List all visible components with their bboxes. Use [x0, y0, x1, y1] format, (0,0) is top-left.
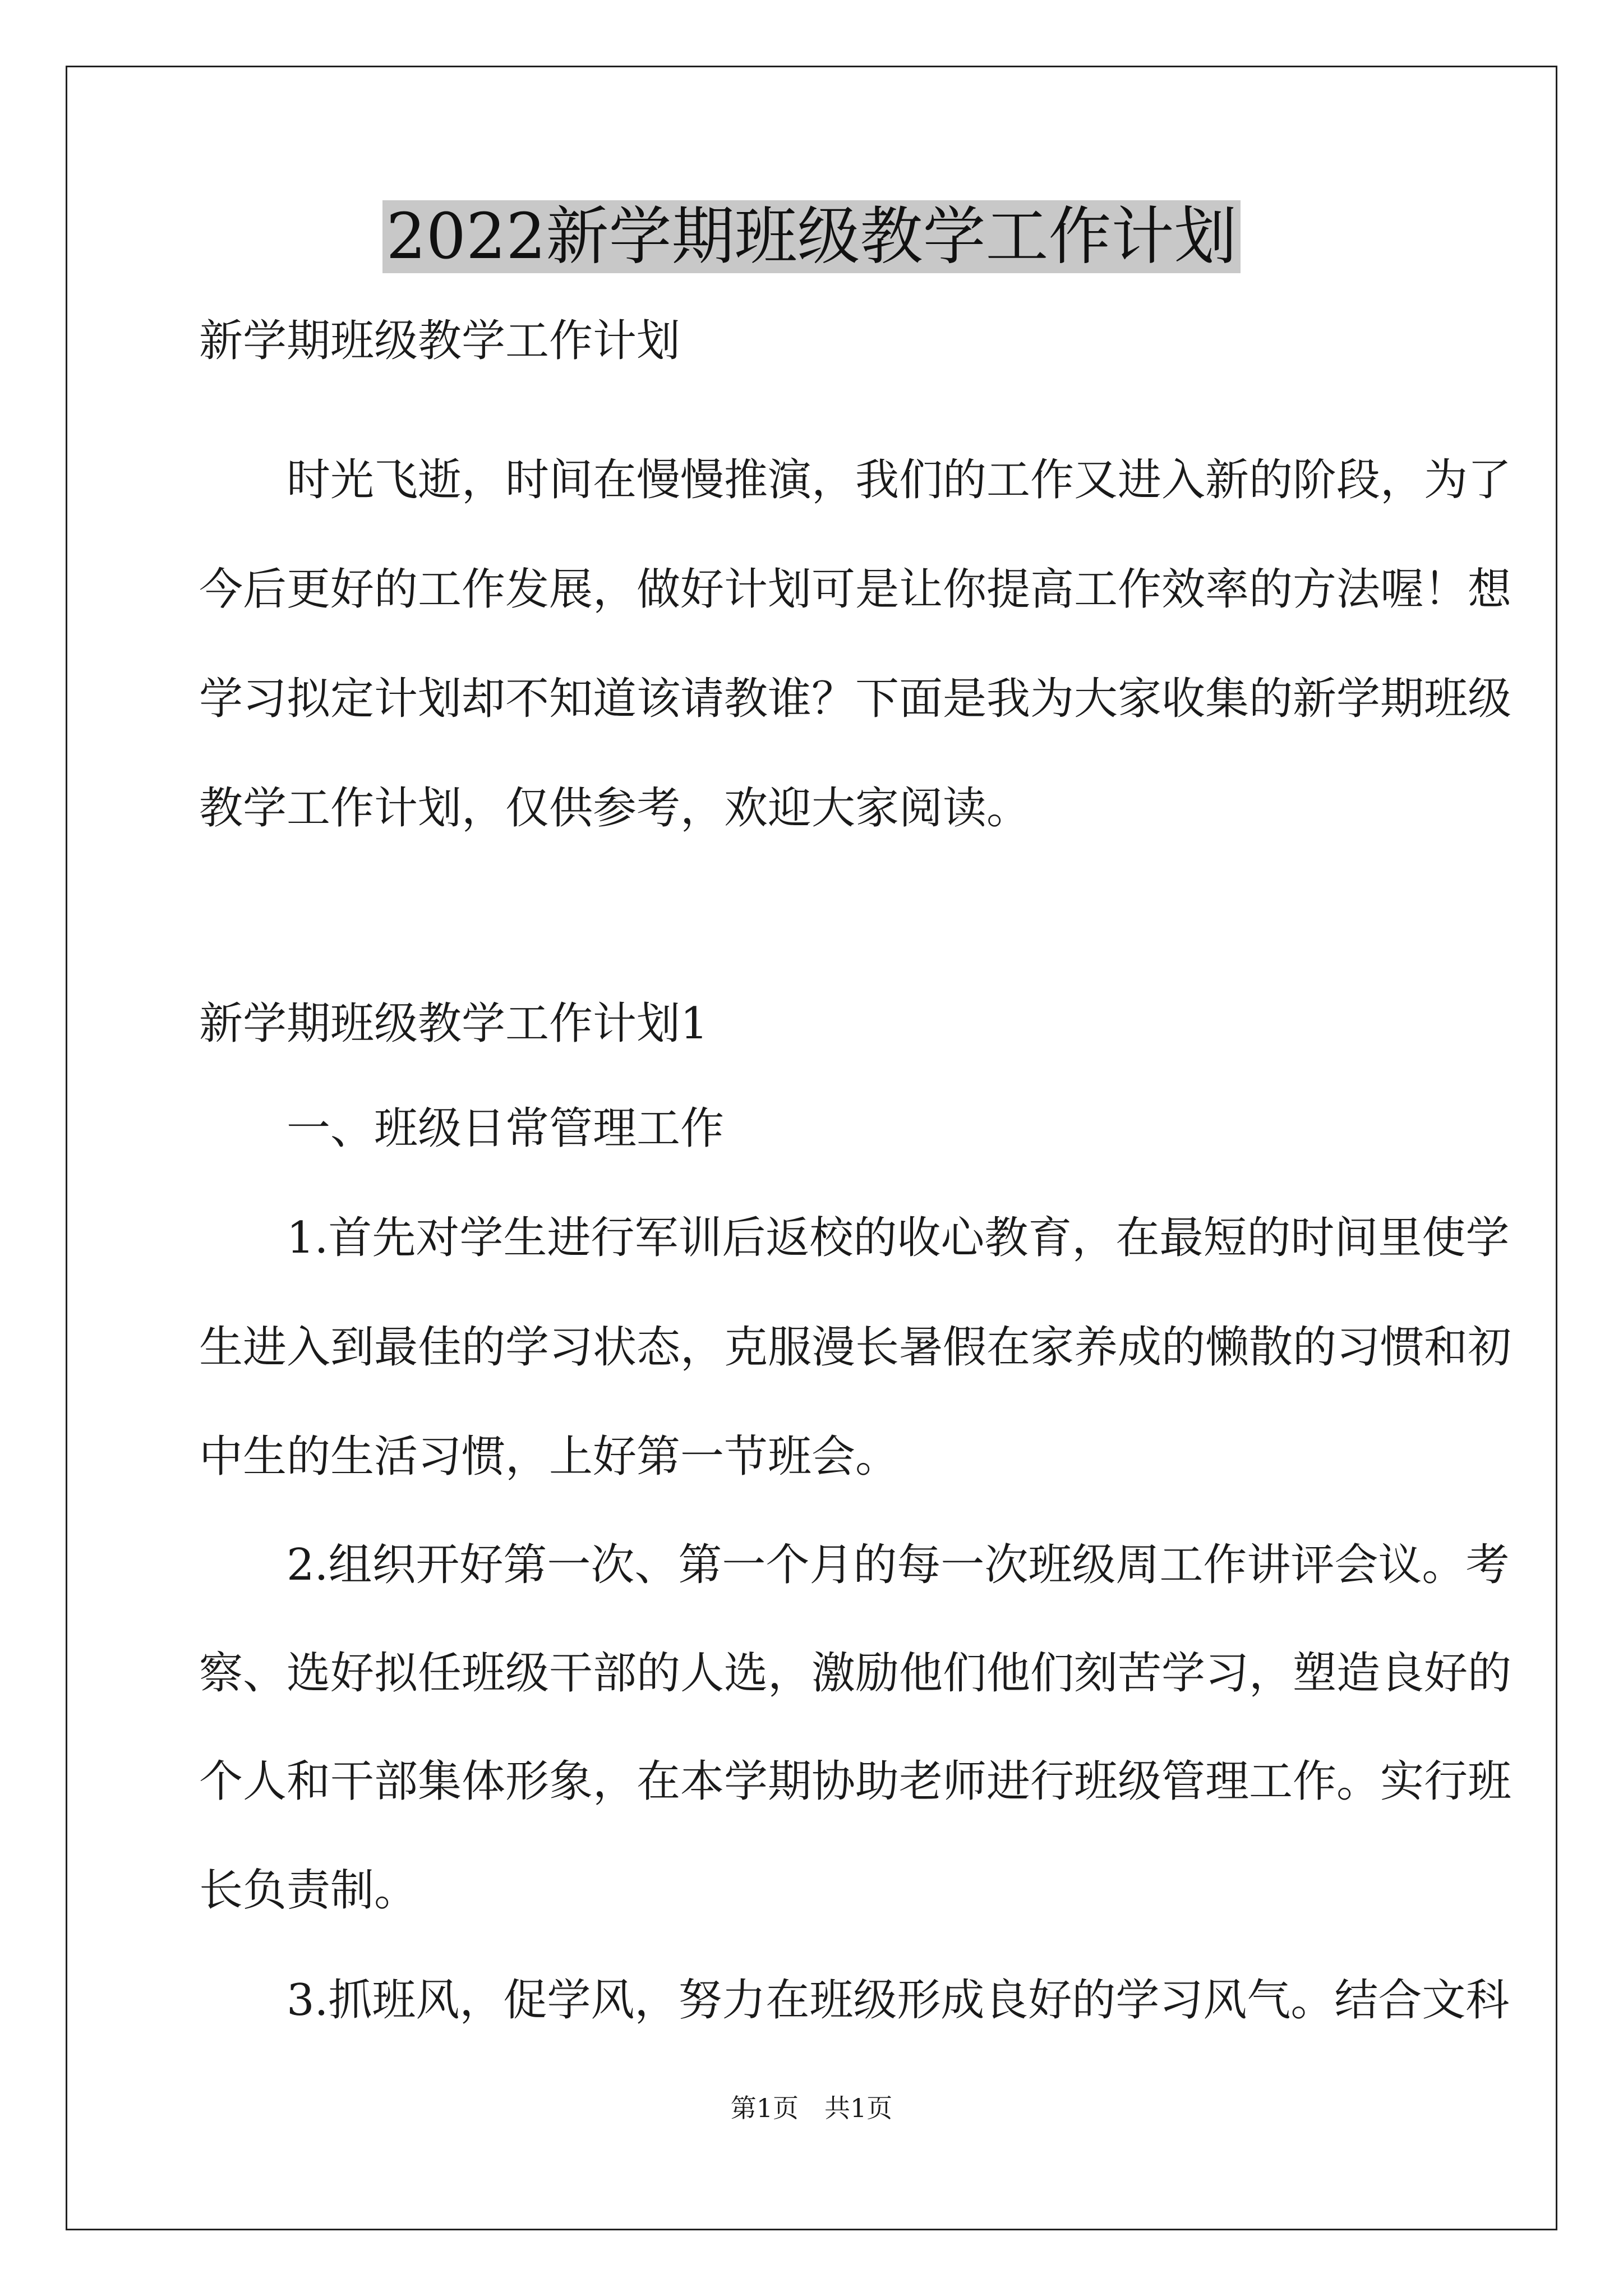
text-line: 察、选好拟任班级干部的人选，激励他们他们刻苦学习，塑造良好的 [199, 1648, 1512, 1699]
section-heading: 新学期班级教学工作计划1 [199, 999, 708, 1049]
text-line: 个人和干部集体形象，在本学期协助老师进行班级管理工作。实行班 [199, 1756, 1512, 1807]
text-line: 今后更好的工作发展，做好计划可是让你提高工作效率的方法喔！想 [199, 564, 1512, 615]
text-line: 时光飞逝，时间在慢慢推演，我们的工作又进入新的阶段，为了 [199, 455, 1512, 505]
text-line: 一、班级日常管理工作 [199, 1103, 725, 1154]
document-title [0, 197, 1623, 276]
text-line: 1.首先对学生进行军训后返校的收心教育，在最短的时间里使学 [199, 1213, 1510, 1263]
text-line: 学习拟定计划却不知道该请教谁？下面是我为大家收集的新学期班级 [199, 674, 1512, 724]
subtitle-line: 新学期班级教学工作计划 [199, 316, 681, 366]
text-line: 教学工作计划，仅供参考，欢迎大家阅读。 [199, 783, 1031, 834]
text-line: 3.抓班风，促学风，努力在班级形成良好的学习风气。结合文科 [199, 1975, 1510, 2026]
document-title-text: 2022新学期班级教学工作计划 [382, 200, 1240, 273]
page-footer: 第1页 共1页 [730, 2093, 893, 2123]
text-line: 中生的生活习惯，上好第一节班会。 [199, 1432, 900, 1482]
text-line: 生进入到最佳的学习状态，克服漫长暑假在家养成的懒散的习惯和初 [199, 1322, 1512, 1373]
text-line: 2.组织开好第一次、第一个月的每一次班级周工作讲评会议。考 [199, 1540, 1510, 1590]
text-line: 长负责制。 [199, 1865, 418, 1916]
